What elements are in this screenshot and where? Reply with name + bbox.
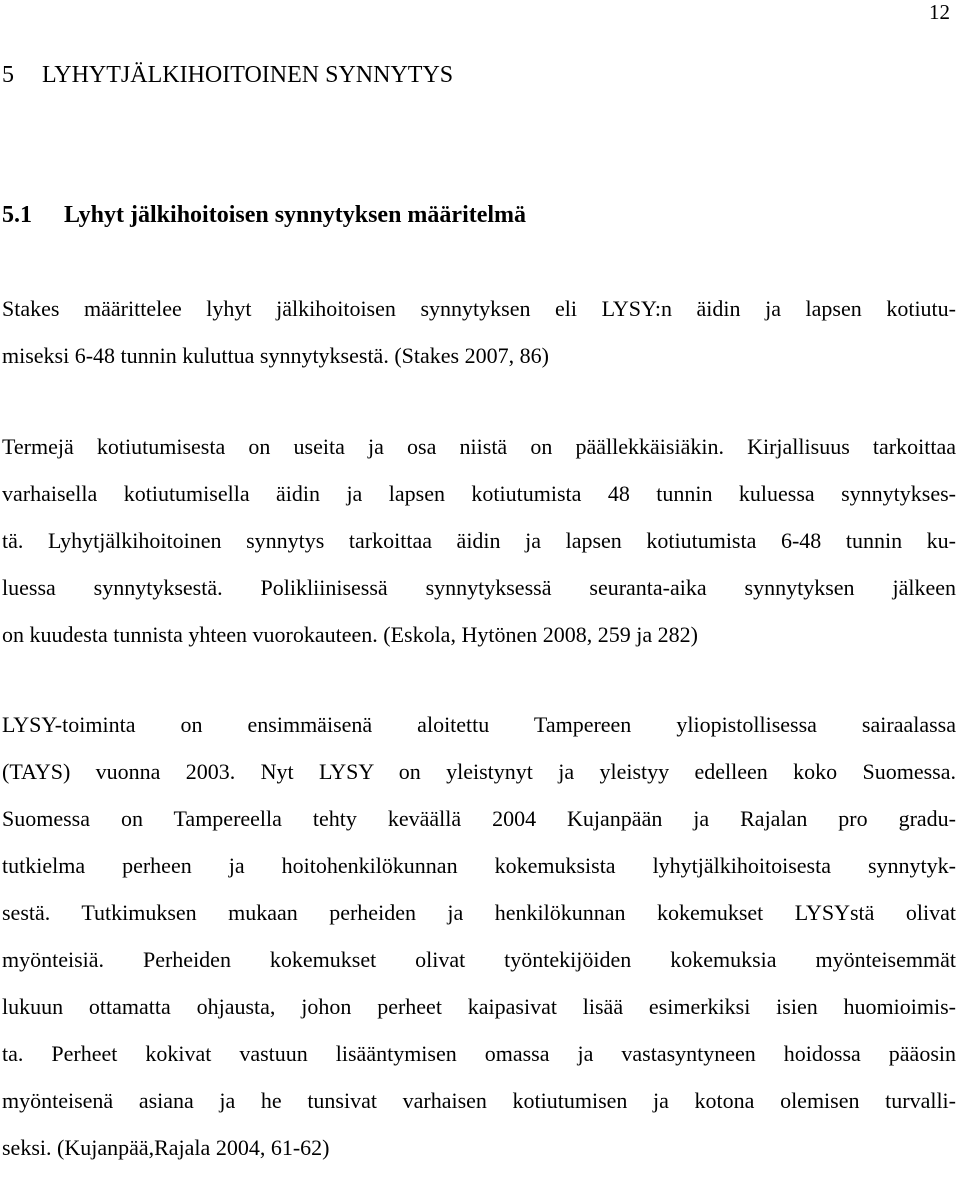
text-line: Stakes määrittelee lyhyt jälkihoitoisen synnytyksen eli LYSY:n äidin ja lapsen kotiutu- [2,296,956,321]
page-number: 12 [929,0,950,24]
text-line: Suomessa on Tampereella tehty keväällä 2004 Kujanpään ja Rajalan pro gradu- [2,806,956,831]
text-line: myönteisenä asiana ja he tunsivat varhaisen kotiutumisen ja kotona olemisen turvalli- [2,1088,956,1113]
text-line: seksi. (Kujanpää,Rajala 2004, 61-62) [2,1135,330,1160]
text-line: LYSY-toiminta on ensimmäisenä aloitettu Tampereen yliopistollisessa sairaalassa [2,712,956,737]
chapter-title: LYHYTJÄLKIHOITOINEN SYNNYTYS [42,62,454,88]
section-number: 5.1 [2,202,32,228]
text-line: miseksi 6-48 tunnin kuluttua synnytyksestä. (Stakes 2007, 86) [2,343,549,368]
text-line: on kuudesta tunnista yhteen vuorokauteen. (Eskola, Hytönen 2008, 259 ja 282) [2,622,698,647]
text-line: (TAYS) vuonna 2003. Nyt LYSY on yleistynyt ja yleistyy edelleen koko Suomessa. [2,759,956,784]
text-line: tä. Lyhytjälkihoitoinen synnytys tarkoittaa äidin ja lapsen kotiutumista 6-48 tunnin ku- [2,528,956,553]
paragraph-terms [2,431,956,666]
text-line: varhaisella kotiutumisella äidin ja lapsen kotiutumista 48 tunnin kuluessa synnytykses- [2,481,956,506]
text-line: lukuun ottamatta ohjausta, johon perheet kaipasivat lisää esimerkiksi isien huomioimis- [2,994,956,1019]
paragraph-lysy-activity [2,709,956,1179]
text-line: sestä. Tutkimuksen mukaan perheiden ja henkilökunnan kokemukset LYSYstä olivat [2,900,956,925]
text-line: myönteisiä. Perheiden kokemukset olivat työntekijöiden kokemuksia myönteisemmät [2,947,956,972]
chapter-number: 5 [2,62,14,88]
chapter-heading [2,61,453,89]
paragraph-definition [2,293,956,387]
text-line: tutkielma perheen ja hoitohenkilökunnan kokemuksista lyhytjälkihoitoisesta synnytyk- [2,853,956,878]
text-line: Termejä kotiutumisesta on useita ja osa niistä on päällekkäisiäkin. Kirjallisuus tarkoittaa [2,434,956,459]
text-line: luessa synnytyksestä. Polikliinisessä synnytyksessä seuranta-aika synnytyksen jälkeen [2,575,956,600]
section-heading [2,201,526,229]
section-title: Lyhyt jälkihoitoisen synnytyksen määritelmä [64,202,527,228]
text-line: ta. Perheet kokivat vastuun lisääntymisen omassa ja vastasyntyneen hoidossa pääosin [2,1041,956,1066]
